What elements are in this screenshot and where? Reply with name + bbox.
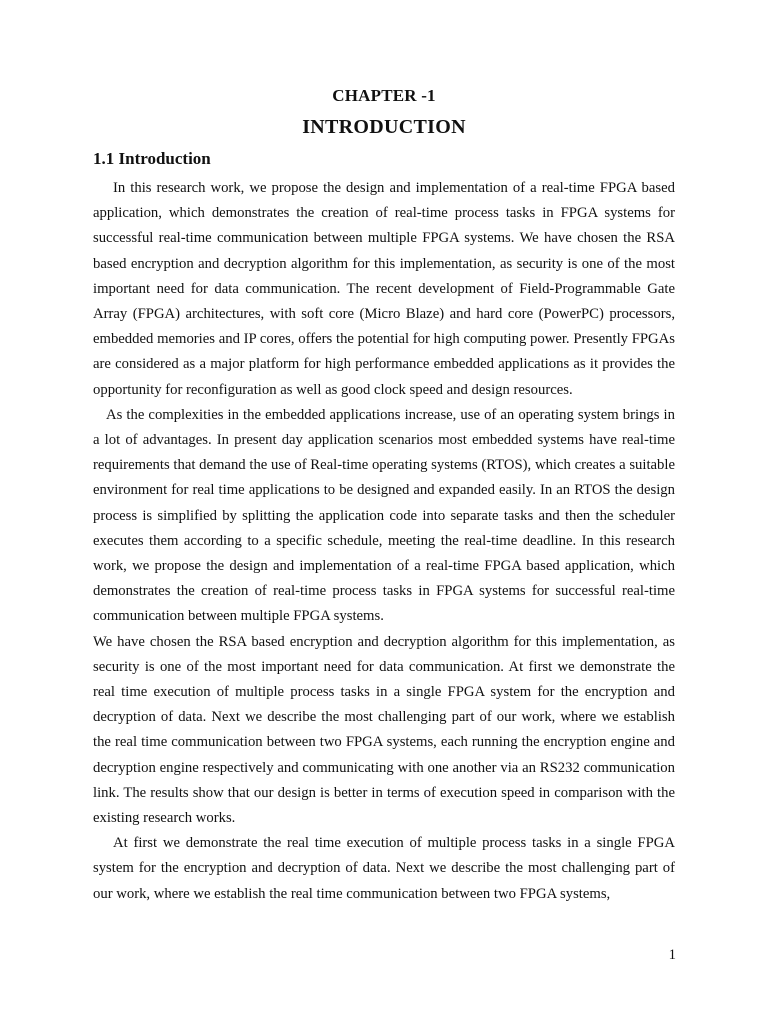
chapter-label: CHAPTER -1 <box>332 86 436 105</box>
chapter-title: INTRODUCTION <box>302 116 466 138</box>
page-number: 1 <box>668 947 676 963</box>
paragraph-1: In this research work, we propose the design and implementation of a real-time FPGA based application, which demonstrates the creation of real-time process tasks in FPGA systems for successful real-time communication between multiple FPGA systems. We have chosen the RSA based encryption and decryption algorithm for this implementation, as security is one of the most important need for data communication. The recent development of Field-Programmable Gate Array (FPGA) architectures, with soft core (Micro Blaze) and hard core (PowerPC) processors, embedded memories and IP cores, offers the potential for high computing power. Presently FPGAs are considered as a major platform for high performance embedded applications as it provides the opportunity for reconfiguration as well as good clock speed and design resources. <box>93 180 675 398</box>
paragraph-3: We have chosen the RSA based encryption and decryption algorithm for this implementation, as security is one of the most important need for data communication. At first we demonstrate the real time execution of multiple process tasks in a single FPGA system for the encryption and decryption of data. Next we describe the most challenging part of our work, where we establish the real time communication between two FPGA systems, each running the encryption engine and decryption engine respectively and communicating with one another via an RS232 communication link. The results show that our design is better in terms of execution speed in comparison with the existing research works. <box>93 633 675 827</box>
section-heading: 1.1 Introduction <box>93 149 211 168</box>
paragraph-2: As the complexities in the embedded applications increase, use of an operating system brings in a lot of advantages. In present day application scenarios most embedded systems have real-time requirements that demand the use of Real-time operating systems (RTOS), which creates a suitable environment for real time applications to be designed and expanded easily. In an RTOS the design process is simplified by splitting the application code into separate tasks and then the scheduler executes them according to a specific schedule, meeting the real-time deadline. In this research work, we propose the design and implementation of a real-time FPGA based application, which demonstrates the creation of real-time process tasks in FPGA systems for successful real-time communication between multiple FPGA systems. <box>93 406 675 625</box>
body-text <box>93 176 675 907</box>
paragraph-4: At first we demonstrate the real time execution of multiple process tasks in a single FPGA system for the encryption and decryption of data. Next we describe the most challenging part of our work, where we establish the real time communication between two FPGA systems, <box>93 835 675 902</box>
